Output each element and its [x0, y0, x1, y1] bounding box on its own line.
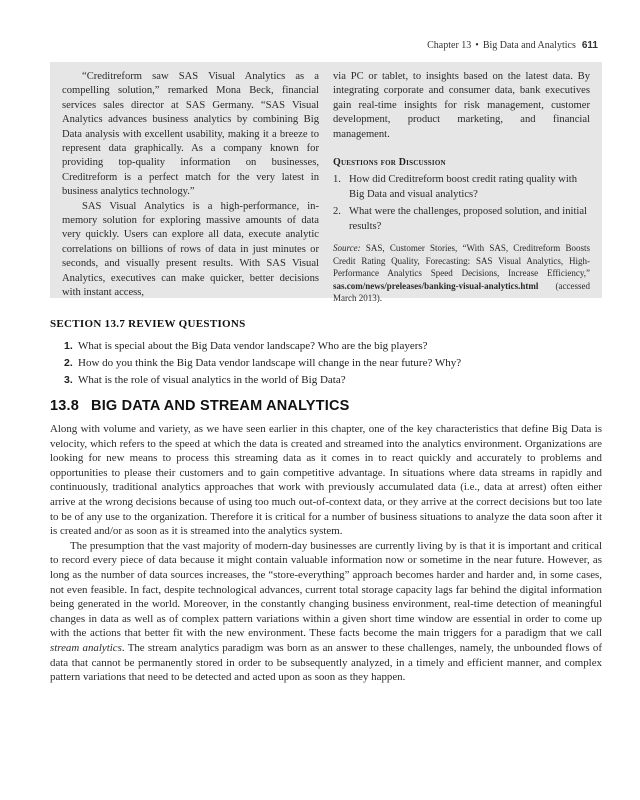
review-text: How do you think the Big Data vendor landscape will change in the near future? Why?: [78, 357, 462, 369]
review-number: 2.: [64, 357, 73, 369]
section-title-text: BIG DATA AND STREAM ANALYTICS: [91, 398, 350, 414]
case-paragraph-2: SAS Visual Analytics is a high-performance, in-memory solution for exploring massive amounts of data very quickly. Users can explore all data, execute analytic correlations on billions of rows of data in just minutes or seconds, and visually present results. With SAS Visual Analytics, executives can make quicker, better decisions with instant access,: [62, 200, 319, 299]
source-url[interactable]: sas.com/news/preleases/banking-visual-analytics.html: [333, 280, 539, 291]
case-study-box: [50, 62, 602, 304]
section-13-8: [50, 398, 602, 685]
emphasis-term: stream analytics: [50, 641, 122, 654]
discussion-questions: [333, 173, 590, 234]
source-label: Source:: [333, 243, 361, 254]
header-bullet: •: [475, 40, 479, 51]
case-paragraph-continued: via PC or tablet, to insights based on the latest data. By integrating corporate and consumer data, bank executives gain real-time insights for risk management, customer development, product marketing, and financial management.: [333, 71, 590, 140]
body-paragraph-2: [50, 539, 602, 685]
page-number: 611: [581, 40, 598, 51]
section-number: 13.8: [50, 398, 80, 414]
running-head: [427, 40, 598, 51]
review-text: What is special about the Big Data vendor landscape? Who are the big players?: [78, 340, 428, 352]
case-paragraph-1: “Creditreform saw SAS Visual Analytics as a compelling solution,” remarked Mona Beck, financial services sales director at SAS Germany. “SAS Visual Analytics advances business analytics by combining Big Data analysis with excellent usability, making it a breeze to represent data graphically. As a company known for providing top-quality information on businesses, Creditreform is a perfect match for the very latest in business analytics technology.”: [62, 71, 319, 198]
question-number: 2.: [333, 206, 341, 218]
review-number: 1.: [64, 340, 73, 352]
section-title: [50, 398, 602, 414]
case-right-column: [333, 70, 591, 304]
case-left-column: [62, 70, 319, 299]
chapter-label: Chapter 13: [427, 40, 472, 51]
discussion-question: [333, 205, 590, 234]
source-accessed: (accessed March 2013).: [333, 280, 590, 304]
review-item: [64, 338, 602, 355]
body-paragraph-1: Along with volume and variety, as we have seen earlier in this chapter, one of the key characteristics that define Big Data is velocity, which refers to the speed at which the data is created and streamed into the analytics environment. Organizations are looking for new means to process this streaming data as it comes in to react quickly and accurately to problems and opportunities to please their customers and to gain competitive advantage. In situations where data streams in rapidly and continuously, traditional analytics approaches that work with previously accumulated data (i.e., data at arrest) often either arrive at the wrong decisions because of using too much out-of-context data, or they arrive at the correct decisions but too late to be of any use to the organization. Therefore it is critical for a number of business situations to analyze the data soon after it is created and/or as soon as it is streamed into the analytics system.: [50, 423, 602, 538]
body-paragraph-2-part-a: The presumption that the vast majority of modern-day businesses are currently living by is that it is important and critical to record every piece of data because it might contain valuable information now or sometime in the near future. However, as long as the number of data sources increases, the “store-everything” approach becomes harder and harder and, in some cases, not even feasible. In fact, despite technological advances, current total storage capacity lags far behind the digital information being generated in the world. Moreover, in the constantly changing business environment, real-time detection of meaningful changes in data as well as of complex pattern variations within a given short time window are essential in order to come up with the actions that better fit with the new environment. These facts become the main triggers for a paradigm that we call: [50, 539, 602, 640]
questions-heading: Questions for Discussion: [333, 157, 446, 169]
question-text: What were the challenges, proposed solution, and initial results?: [349, 206, 587, 232]
chapter-title: Big Data and Analytics: [482, 40, 576, 51]
question-number: 1.: [333, 174, 341, 186]
review-heading: SECTION 13.7 REVIEW QUESTIONS: [50, 318, 246, 330]
source-citation: [333, 242, 590, 305]
review-text: What is the role of visual analytics in the world of Big Data?: [78, 374, 346, 386]
discussion-question: [333, 173, 590, 202]
review-questions-section: [50, 318, 602, 389]
review-item: [64, 372, 602, 389]
review-list: [50, 338, 602, 389]
review-number: 3.: [64, 374, 73, 386]
body-paragraph-2-part-b: . The stream analytics paradigm was born as an answer to these challenges, namely, the unbounded flows of data that cannot be permanently stored in order to be subsequently analyzed, in a timely and efficient manner, and complex pattern variations that need to be detected and acted upon as soon as they happen.: [50, 641, 602, 684]
review-item: [64, 355, 602, 372]
section-body: [50, 422, 602, 685]
question-text: How did Creditreform boost credit rating quality with Big Data and visual analytics?: [349, 174, 578, 200]
source-text: SAS, Customer Stories, “With SAS, Creditreform Boosts Credit Rating Quality, Forecasting: SAS Visual Analytics, High-Performance Analytics Speed Decisions, Increase Efficiency,”: [333, 243, 591, 279]
